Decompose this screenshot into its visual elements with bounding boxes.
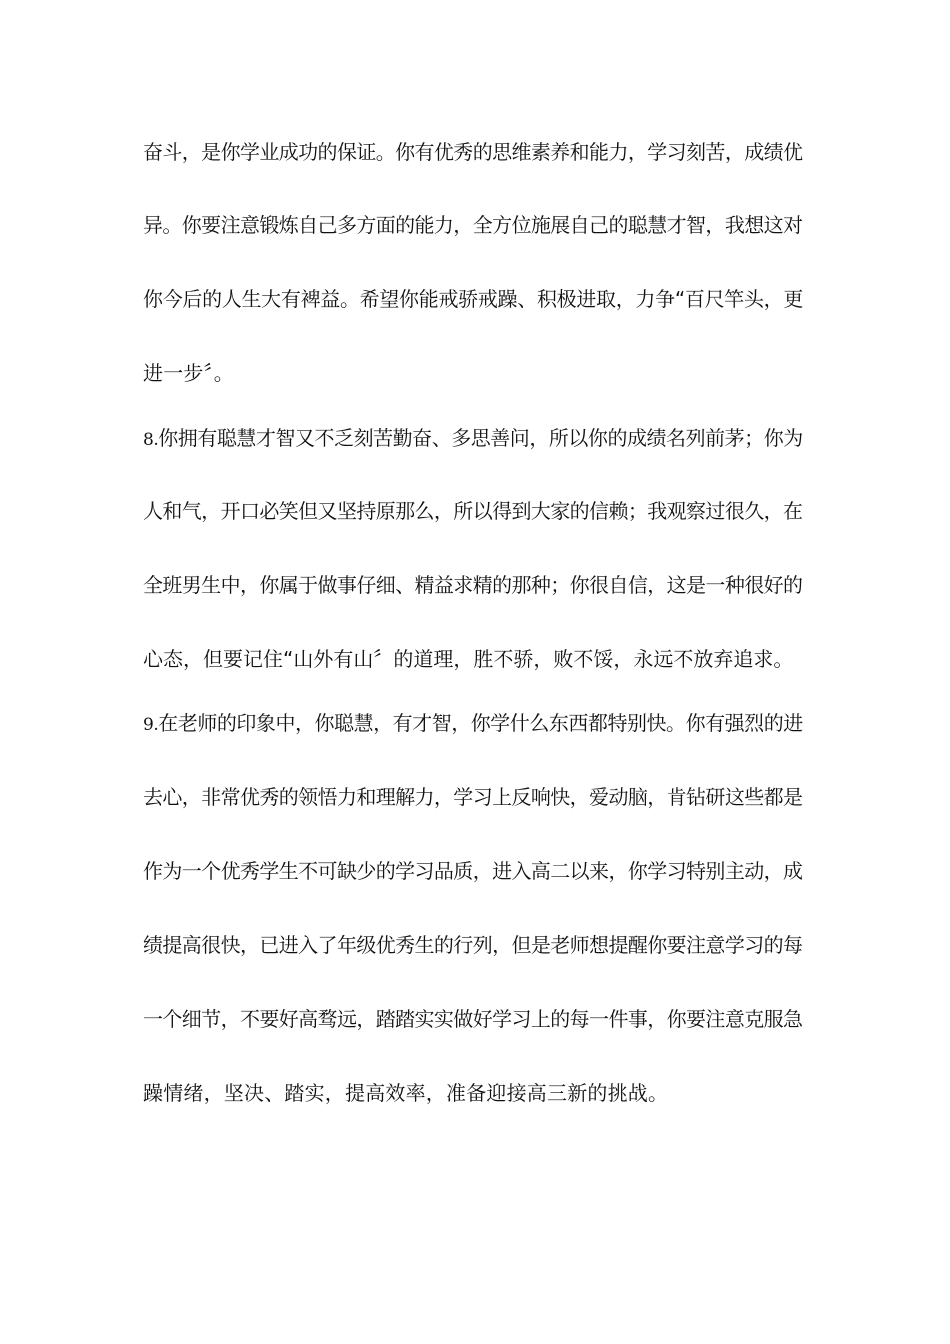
text-line [143,928,803,962]
text-line [143,706,803,740]
line-text: 一个细节，不要好高骛远，踏踏实实做好学习上的每一件事，你要注意克服急 [143,1007,803,1031]
text-line [143,208,803,242]
line-text: 全班男生中，你属于做事仔细、精益求精的那种；你很自信，这是一种很好的 [143,573,803,597]
text-line [143,568,803,602]
text-line [143,780,803,814]
item-number: 9. [143,715,159,735]
text-line [143,494,803,528]
line-text: 你今后的人生大有裨益。希望你能戒骄戒躁、积极进取，力争“百尺竿头，更 [143,287,804,311]
line-text: 心态，但要记住“山外有山〞的道理，胜不骄，败不馁，永远不放弃追求。 [143,647,794,671]
line-text: 人和气，开口必笑但又坚持原那么，所以得到大家的信赖；我观察过很久，在 [143,499,803,523]
line-text: 异。你要注意锻炼自己多方面的能力，全方位施展自己的聪慧才智，我想这对 [143,213,803,237]
text-line [143,1002,803,1036]
text-line [143,282,803,316]
line-text: 作为一个优秀学生不可缺少的学习品质，进入高二以来，你学习特别主动，成 [143,859,803,883]
text-line [143,642,803,676]
text-line [143,356,803,390]
item-number: 8. [143,430,159,450]
text-line [143,421,803,455]
line-text: 奋斗，是你学业成功的保证。你有优秀的思维素养和能力，学习刻苦，成绩优 [143,140,803,164]
line-text: 绩提高很快，已进入了年级优秀生的行列，但是老师想提醒你要注意学习的每 [143,933,803,957]
line-text: 去心，非常优秀的领悟力和理解力，学习上反响快，爱动脑，肯钻研这些都是 [143,785,803,809]
text-line [143,854,803,888]
line-text: 躁情绪，坚决、踏实，提高效率，准备迎接高三新的挑战。 [143,1081,669,1105]
line-text: 你拥有聪慧才智又不乏刻苦勤奋、多思善问，所以你的成绩名列前茅；你为 [158,426,803,450]
text-line [143,135,803,169]
text-line [143,1076,803,1110]
line-text: 在老师的印象中，你聪慧，有才智，你学什么东西都特别快。你有强烈的进 [158,711,803,735]
line-text: 进一步〞。 [143,361,234,385]
